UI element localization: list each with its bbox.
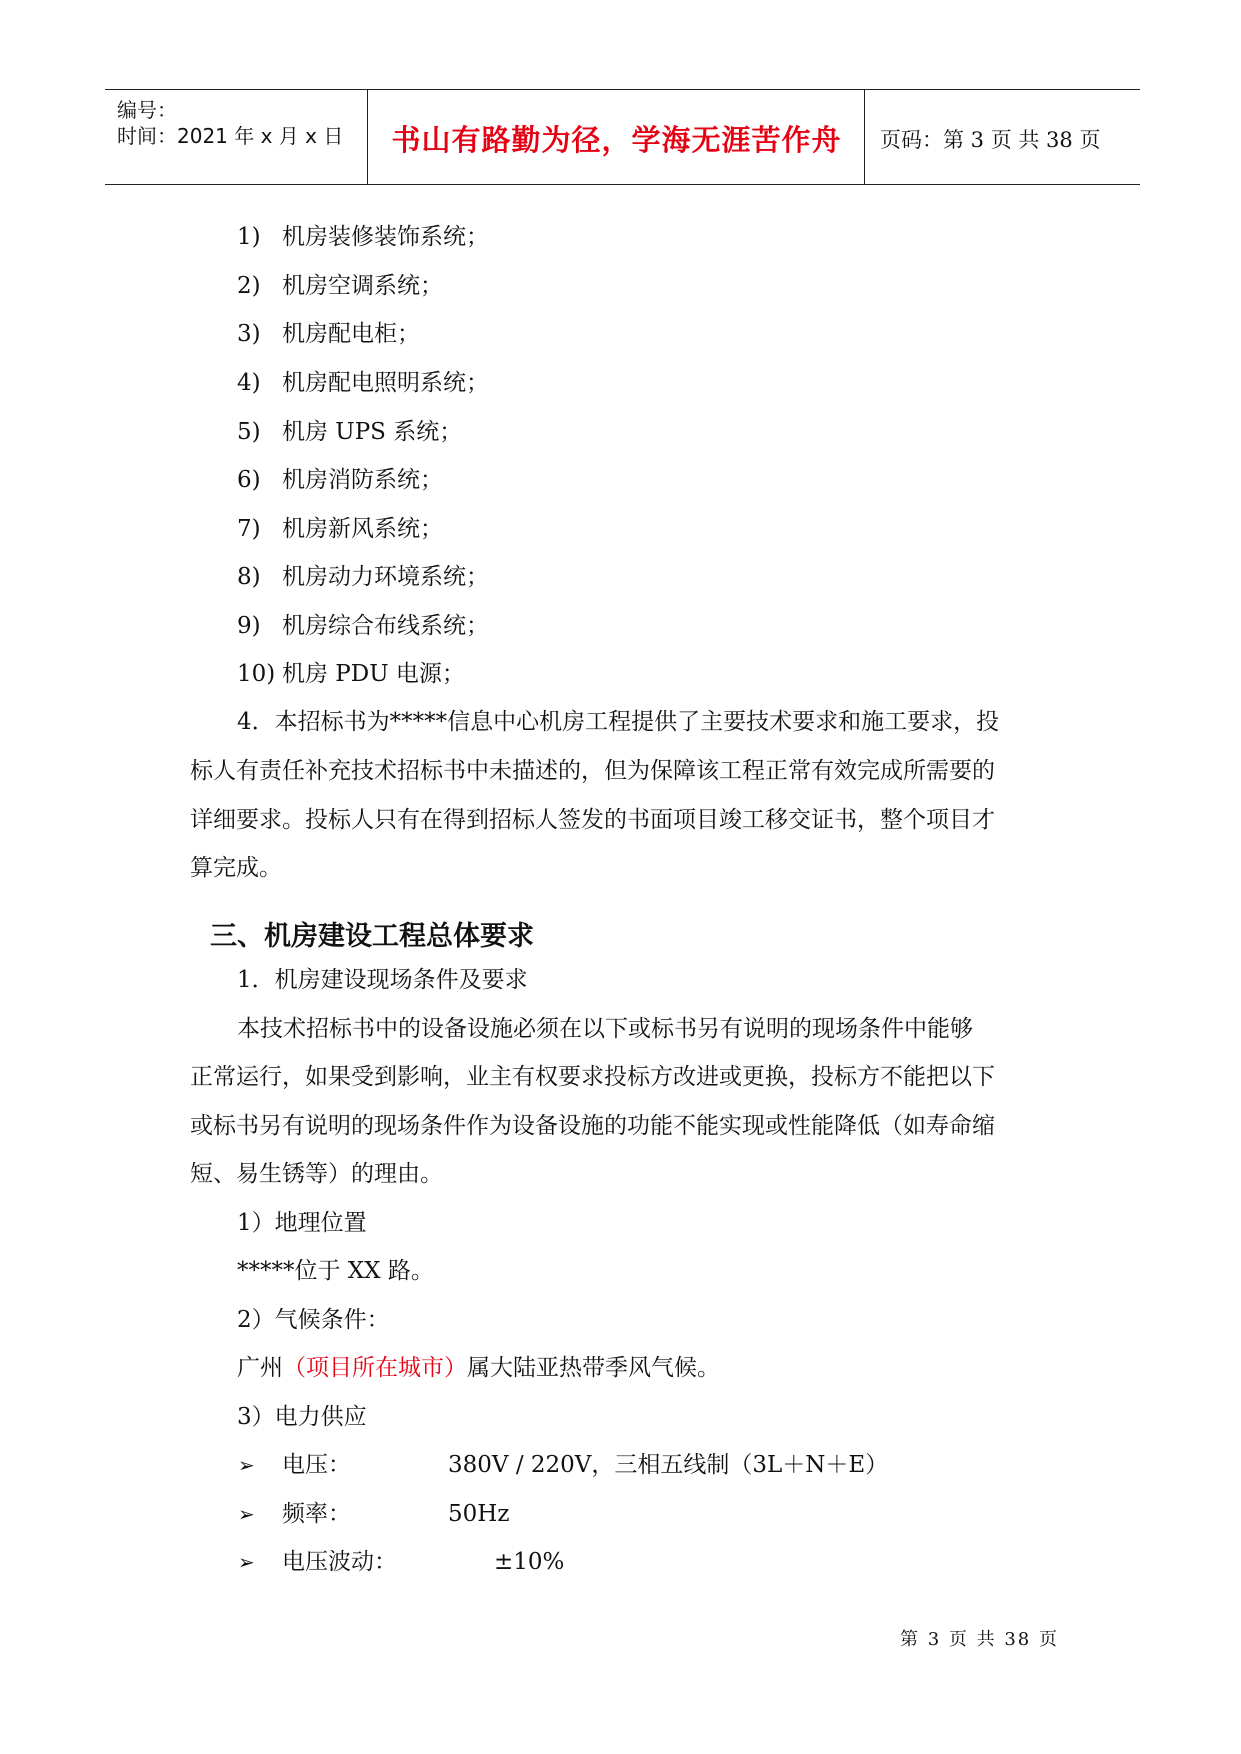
- list-item-text: 机房综合布线系统；: [282, 613, 489, 639]
- paragraph-line: 短、易生锈等）的理由。: [190, 1161, 443, 1187]
- paragraph-line: 详细要求。投标人只有在得到招标人签发的书面项目竣工移交证书，整个项目才: [190, 807, 995, 833]
- power-item-value: ±10%: [494, 1549, 565, 1575]
- power-item-label: 频率：: [282, 1501, 351, 1527]
- list-item-number: 6): [237, 467, 261, 493]
- climate-rest: 属大陆亚热带季风气候。: [467, 1355, 720, 1381]
- power-item-value: 380V / 220V，三相五线制（3L＋N＋E）: [448, 1452, 889, 1478]
- list-item-number: 4): [237, 370, 261, 396]
- time-label: 时间：2021 年 x 月 x 日: [117, 124, 344, 148]
- list-item-number: 1): [237, 224, 261, 250]
- section-heading: 三、机房建设工程总体要求: [210, 921, 534, 952]
- list-item-text: 机房 PDU 电源；: [282, 661, 465, 687]
- list-item-text: 机房 UPS 系统；: [282, 419, 463, 445]
- list-item-number: 10): [237, 661, 276, 687]
- arrow-bullet-icon: ➢: [238, 1502, 255, 1526]
- climate-text: [237, 1354, 720, 1382]
- list-item-text: 机房配电照明系统；: [282, 370, 489, 396]
- power-item-value: 50Hz: [448, 1501, 510, 1527]
- climate-city: 广州: [237, 1355, 283, 1381]
- power-item-label: 电压：: [282, 1452, 351, 1478]
- list-item-text: 机房装修装饰系统；: [282, 224, 489, 250]
- list-item-text: 机房消防系统；: [282, 467, 443, 493]
- subsection-title: 1．机房建设现场条件及要求: [237, 967, 528, 993]
- page-footer: 第 3 页 共 38 页: [900, 1629, 1059, 1650]
- climate-note: （项目所在城市）: [283, 1355, 467, 1381]
- climate-title: 2）气候条件：: [237, 1307, 390, 1333]
- list-item-text: 机房新风系统；: [282, 516, 443, 542]
- geo-text: *****位于 XX 路。: [237, 1258, 434, 1284]
- list-item-number: 3): [237, 321, 261, 347]
- header-page-cell: [866, 90, 1140, 184]
- paragraph-line: 算完成。: [190, 855, 282, 881]
- page-header: [105, 89, 1140, 185]
- list-item-number: 8): [237, 564, 261, 590]
- motto: 书山有路勤为径，学海无涯苦作舟: [391, 123, 842, 157]
- paragraph-line: 4．本招标书为*****信息中心机房工程提供了主要技术要求和施工要求，投: [237, 709, 1000, 735]
- paragraph-line: 或标书另有说明的现场条件作为设备设施的功能不能实现或性能降低（如寿命缩: [190, 1113, 995, 1139]
- paragraph-line: 本技术招标书中的设备设施必须在以下或标书另有说明的现场条件中能够: [237, 1016, 973, 1042]
- number-label: 编号：: [117, 98, 177, 122]
- list-item-number: 5): [237, 419, 261, 445]
- paragraph-line: 标人有责任补充技术招标书中未描述的，但为保障该工程正常有效完成所需要的: [190, 758, 995, 784]
- header-motto-cell: [369, 90, 865, 184]
- list-item-text: 机房配电柜；: [282, 321, 420, 347]
- list-item-number: 7): [237, 516, 261, 542]
- power-item-label: 电压波动：: [282, 1549, 397, 1575]
- geo-title: 1）地理位置: [237, 1210, 367, 1236]
- paragraph-line: 正常运行，如果受到影响，业主有权要求投标方改进或更换，投标方不能把以下: [190, 1064, 995, 1090]
- list-item-number: 2): [237, 273, 261, 299]
- header-left-cell: [105, 90, 368, 184]
- page-info: 页码：第 3 页 共 38 页: [880, 128, 1101, 152]
- list-item-number: 9): [237, 613, 261, 639]
- arrow-bullet-icon: ➢: [238, 1550, 255, 1574]
- power-title: 3）电力供应: [237, 1404, 367, 1430]
- list-item-text: 机房动力环境系统；: [282, 564, 489, 590]
- arrow-bullet-icon: ➢: [238, 1453, 255, 1477]
- list-item-text: 机房空调系统；: [282, 273, 443, 299]
